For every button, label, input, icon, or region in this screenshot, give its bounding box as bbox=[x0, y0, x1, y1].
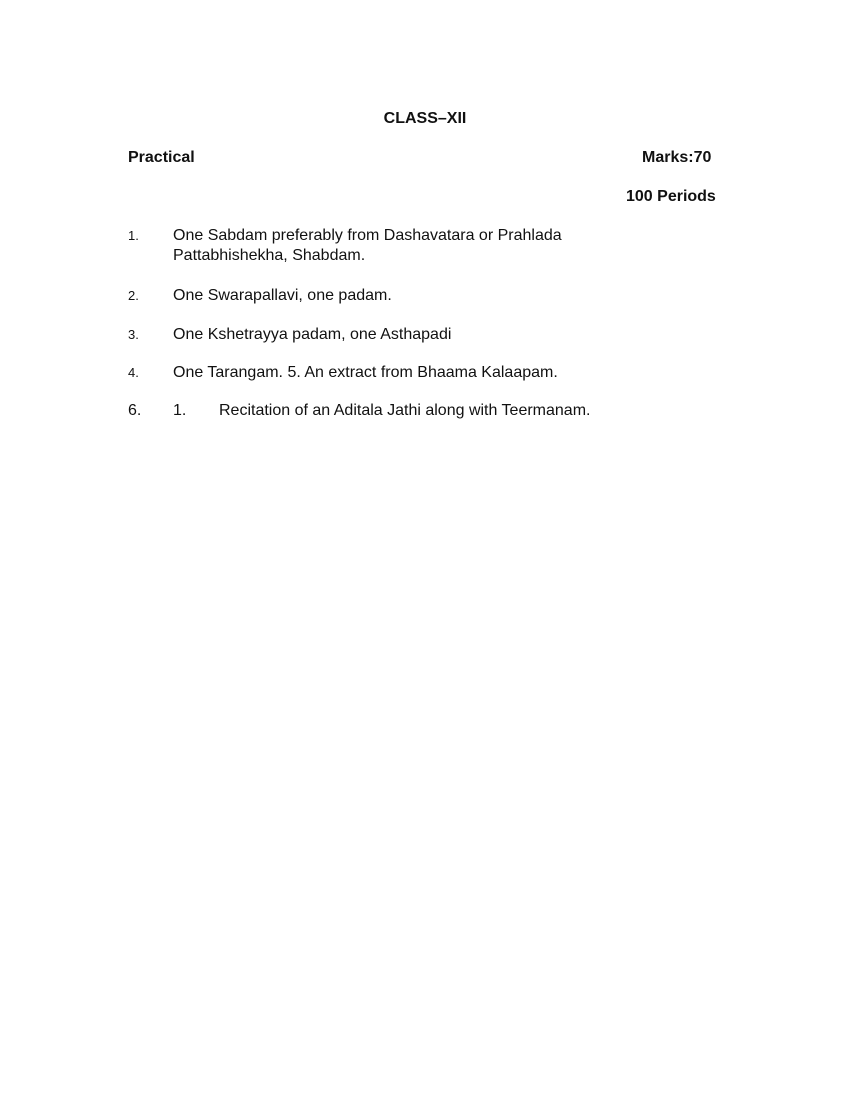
list-item-text: One Kshetrayya padam, one Asthapadi bbox=[173, 326, 452, 343]
list-item-text-line1: One Sabdam preferably from Dashavatara or Prahlada bbox=[173, 227, 562, 244]
periods-label: 100 Periods bbox=[626, 188, 716, 205]
list-item-number: 4. bbox=[128, 365, 139, 380]
list-item-number: 6. bbox=[128, 402, 142, 419]
list-item-number: 3. bbox=[128, 327, 139, 342]
page-title: CLASS–XII bbox=[383, 110, 467, 127]
list-item-text-line2: Pattabhishekha, Shabdam. bbox=[173, 247, 366, 264]
list-item-number: 1. bbox=[128, 228, 139, 243]
list-item-sub-number: 1. bbox=[173, 402, 187, 419]
list-item-text: Recitation of an Aditala Jathi along with Teermanam. bbox=[219, 402, 591, 419]
list-item-number: 2. bbox=[128, 288, 139, 303]
marks-label: Marks:70 bbox=[642, 149, 712, 166]
section-label: Practical bbox=[128, 149, 195, 166]
list-item-text: One Tarangam. 5. An extract from Bhaama Kalaapam. bbox=[173, 364, 558, 381]
list-item-text: One Swarapallavi, one padam. bbox=[173, 287, 392, 304]
